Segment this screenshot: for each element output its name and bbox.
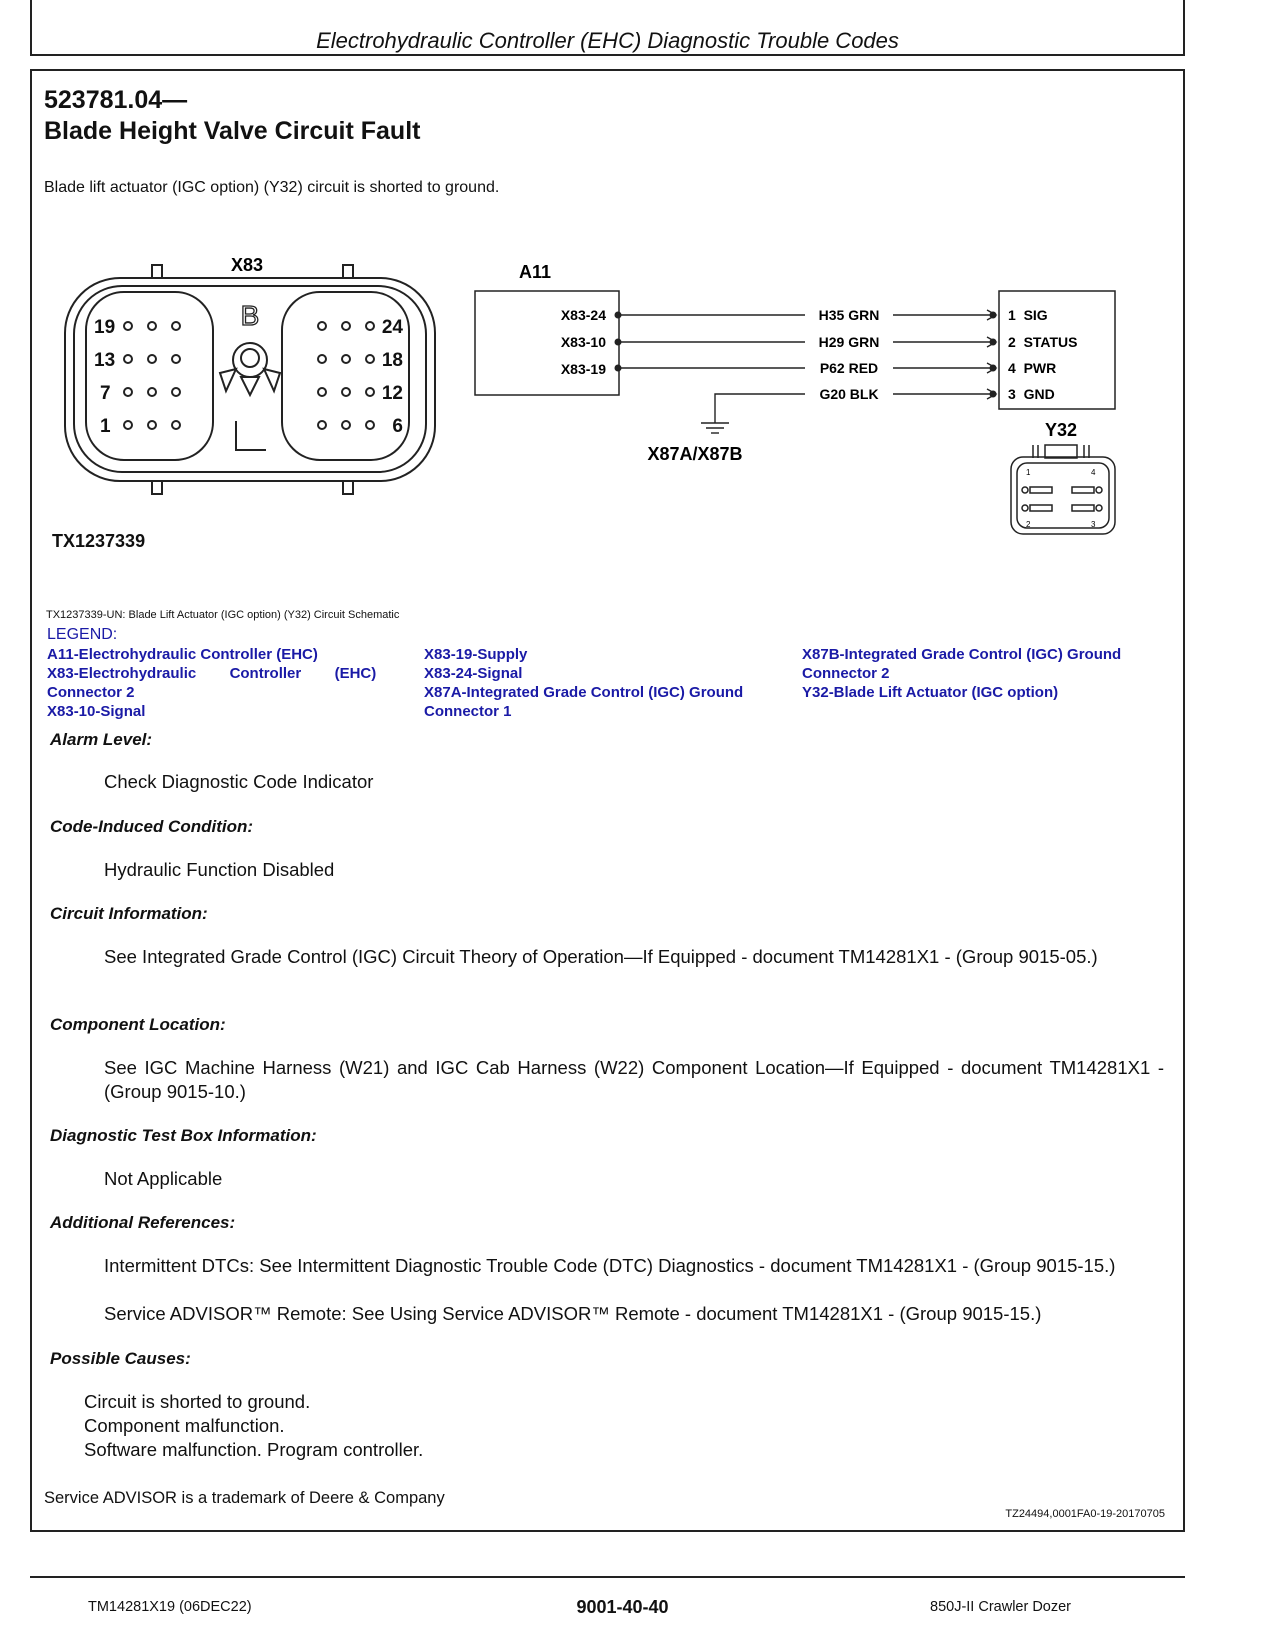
pin-label-13: 13: [94, 350, 116, 371]
dtc-code: 523781.04—: [44, 86, 188, 114]
trademark-note: Service ADVISOR is a trademark of Deere & Company: [44, 1489, 445, 1507]
a11-label: A11: [518, 262, 552, 282]
legend-item: X87B-Integrated Grade Control (IGC) Ground: [802, 646, 1122, 663]
figure-id-label: TX1237339: [52, 531, 146, 551]
wire-h29-grn: H29 GRN: [818, 334, 880, 350]
pin-label-6: 6: [392, 416, 403, 437]
component-location-heading: Component Location:: [50, 1015, 226, 1034]
legend-item: Connector 2: [47, 684, 135, 701]
legend-item: X83-19-Supply: [424, 646, 528, 663]
pin-label-18: 18: [381, 350, 403, 371]
legend-item: X83-10-Signal: [47, 703, 146, 720]
legend-column-3: [802, 645, 1172, 702]
y32-label: Y32: [1044, 420, 1078, 440]
reference-remote: Service ADVISOR™ Remote: See Using Service ADVISOR™ Remote - document TM14281X1 - (Group 9015-15.): [104, 1303, 1042, 1324]
y32-pin-sig: 1 SIG: [1008, 307, 1048, 323]
dtc-title: Blade Height Valve Circuit Fault: [44, 117, 421, 145]
cause-item: Circuit is shorted to ground.: [84, 1391, 311, 1412]
page-header-title: Electrohydraulic Controller (EHC) Diagnostic Trouble Codes: [316, 28, 899, 53]
alarm-level-text: Check Diagnostic Code Indicator: [104, 771, 374, 792]
a11-pin-x83-19: X83-19: [560, 361, 606, 377]
test-box-text: Not Applicable: [104, 1168, 223, 1189]
wire-terminals: [615, 312, 997, 398]
cause-item: Software malfunction. Program controller.: [84, 1439, 424, 1460]
wire-h35-grn: H35 GRN: [818, 307, 880, 323]
legend-item: Connector 2: [802, 665, 890, 682]
y32-pin-gnd: 3 GND: [1008, 386, 1055, 402]
footer-page-number: 9001-40-40: [576, 1597, 669, 1617]
figure-caption: TX1237339-UN: Blade Lift Actuator (IGC option) (Y32) Circuit Schematic: [46, 609, 400, 621]
circuit-info-text: See Integrated Grade Control (IGC) Circuit Theory of Operation—If Equipped - document TM14281X1 - (Group 9015-05.): [104, 946, 1098, 967]
wires: [618, 315, 990, 433]
legend-item: Y32-Blade Lift Actuator (IGC option): [802, 684, 1059, 701]
legend-heading: LEGEND:: [47, 626, 118, 643]
legend-column-1: [47, 645, 407, 721]
circuit-schematic: [460, 255, 1160, 555]
alarm-level-heading: Alarm Level:: [50, 730, 153, 749]
condition-text: Hydraulic Function Disabled: [104, 859, 335, 880]
references-heading: Additional References:: [50, 1213, 236, 1232]
a11-pin-x83-24: X83-24: [560, 307, 606, 323]
legend-item: X83-Electrohydraulic Controller (EHC): [47, 665, 377, 682]
legend-item: X83-24-Signal: [424, 665, 523, 682]
ground-label: X87A/X87B: [647, 444, 743, 464]
pin-holes: [124, 322, 374, 429]
cause-item: Component malfunction.: [84, 1415, 285, 1436]
wire-p62-red: P62 RED: [819, 360, 879, 376]
wire-g20-blk: G20 BLK: [819, 386, 879, 402]
pin-label-19: 19: [94, 317, 116, 338]
pin-label-12: 12: [381, 383, 403, 404]
legend-item: A11-Electrohydraulic Controller (EHC): [47, 646, 318, 663]
footer-machine: 850J-II Crawler Dozer: [930, 1599, 1072, 1615]
x83-label: X83: [230, 255, 264, 275]
x83-connector-diagram: [60, 255, 450, 505]
dtc-description: Blade lift actuator (IGC option) (Y32) circuit is shorted to ground.: [44, 179, 500, 196]
legend-item: Connector 1: [424, 703, 512, 720]
pin-label-24: 24: [381, 317, 403, 338]
y32-pin-status: 2 STATUS: [1008, 334, 1078, 350]
footer-manual-id: TM14281X19 (06DEC22): [88, 1599, 252, 1615]
y32-pin-pwr: 4 PWR: [1008, 360, 1057, 376]
connector-key-letter: B: [240, 300, 260, 331]
circuit-info-heading: Circuit Information:: [50, 904, 208, 923]
y32-pin-num-2: 2: [1026, 520, 1031, 529]
reference-intermittent: Intermittent DTCs: See Intermittent Diagnostic Trouble Code (DTC) Diagnostics - document TM14281X1 - (Group 9015-15.): [104, 1255, 1116, 1276]
a11-pin-x83-10: X83-10: [560, 334, 606, 350]
y32-pin-num-4: 4: [1091, 468, 1096, 477]
condition-heading: Code-Induced Condition:: [50, 817, 254, 836]
test-box-heading: Diagnostic Test Box Information:: [50, 1126, 317, 1145]
pin-label-1: 1: [100, 416, 111, 437]
y32-pin-num-1: 1: [1026, 468, 1031, 477]
footer-rule: [30, 1576, 1185, 1578]
y32-pin-num-3: 3: [1091, 520, 1096, 529]
reference-id: TZ24494,0001FA0-19-20170705: [1005, 1508, 1165, 1520]
pin-label-7: 7: [100, 383, 111, 404]
legend-item: X87A-Integrated Grade Control (IGC) Ground: [424, 684, 744, 701]
legend-column-2: [424, 645, 789, 721]
component-location-text: See IGC Machine Harness (W21) and IGC Cab Harness (W22) Component Location—If Equipped - document TM14281X1 - (Group 9015-10.): [104, 1057, 1164, 1102]
possible-causes-heading: Possible Causes:: [50, 1349, 191, 1368]
